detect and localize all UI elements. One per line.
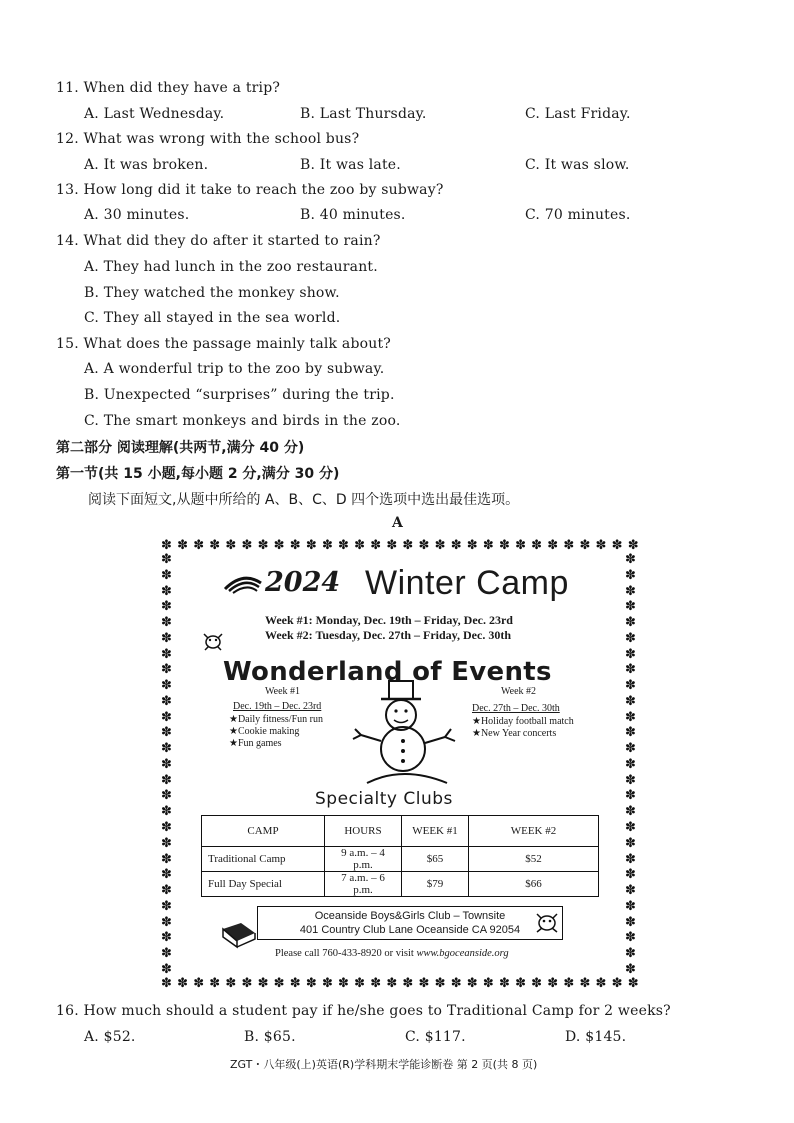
snowflake-icon: ✽: [338, 976, 349, 991]
flyer-border-top: [161, 539, 639, 553]
snowflake-icon: ✽: [273, 976, 285, 991]
contact-line: [275, 948, 509, 959]
snowflake-icon: ✽: [161, 976, 172, 991]
clubs-table: [201, 815, 599, 897]
snowflake-icon: ✽: [434, 976, 446, 991]
question-15-option-a: A. A wonderful trip to the zoo by subway.: [84, 361, 385, 377]
question-15-option-c: C. The smart monkeys and birds in the zoo.: [84, 413, 401, 429]
question-15-option-b: B. Unexpected “surprises” during the trip.: [84, 387, 395, 403]
snowflake-icon: ✽: [579, 538, 591, 553]
table-cell: 7 a.m. – 6 p.m.: [325, 872, 402, 897]
snowflake-icon: ✽: [177, 538, 188, 553]
table-header-row: [202, 816, 599, 847]
winter-camp-flyer: [161, 539, 639, 991]
events-left-item: ★Daily fitness/Fun run: [229, 714, 323, 725]
question-13-option-a: A. 30 minutes.: [84, 207, 190, 223]
snowflake-icon: ✽: [625, 914, 636, 930]
snowflake-icon: ✽: [434, 538, 446, 553]
flyer-week2-dates: Week #2: Tuesday, Dec. 27th – Friday, Dec. 30th: [265, 628, 512, 642]
flyer-border-bottom: [161, 977, 639, 991]
table-cell: 9 a.m. – 4 p.m.: [325, 847, 402, 872]
page-footer: ZGT・八年级(上)英语(R)学科期末学能诊断卷 第 2 页(共 8 页): [230, 1058, 538, 1071]
snowflake-icon: ✽: [289, 976, 301, 991]
events-right-item: ★Holiday football match: [472, 716, 574, 727]
snowflake-icon: ✽: [579, 976, 591, 991]
snowflake-icon: ✽: [241, 976, 253, 991]
table-cell: $79: [402, 872, 469, 897]
snowflake-icon: ✽: [498, 538, 510, 553]
snowflake-icon: ✽: [354, 538, 366, 553]
events-left-week: Week #1: [265, 686, 301, 697]
passage-label: A: [392, 515, 404, 531]
snowflake-icon: ✽: [625, 662, 636, 678]
snowflake-icon: ✽: [625, 678, 636, 694]
section-part-heading: 第二部分 阅读理解(共两节,满分 40 分): [56, 440, 305, 456]
question-16-stem: 16. How much should a student pay if he/she goes to Traditional Camp for 2 weeks?: [56, 1003, 671, 1019]
snowflake-icon: ✽: [625, 851, 636, 867]
snowflake-icon: ✽: [563, 538, 575, 553]
snowflake-icon: ✽: [625, 961, 636, 977]
snowflake-icon: ✽: [161, 835, 172, 851]
table-cell: Traditional Camp: [202, 847, 325, 872]
snowflake-icon: ✽: [625, 835, 636, 851]
snowflake-icon: ✽: [547, 976, 559, 991]
snowflake-icon: ✽: [161, 552, 172, 567]
events-title: Wonderland of Events: [223, 657, 552, 687]
snowflake-icon: ✽: [305, 538, 317, 553]
snowflake-icon: ✽: [370, 538, 382, 553]
snowflake-icon: ✽: [611, 976, 623, 991]
events-left-dates: Dec. 19th – Dec. 23rd: [233, 701, 322, 712]
snowflake-icon: ✽: [402, 538, 414, 553]
table-cell: Full Day Special: [202, 872, 325, 897]
snowflake-icon: ✽: [627, 538, 639, 553]
snowflake-icon: ✽: [305, 976, 317, 991]
table-header: HOURS: [325, 816, 402, 847]
table-header: WEEK #2: [469, 816, 599, 847]
snowflake-icon: ✽: [161, 898, 172, 914]
question-13-option-c: C. 70 minutes.: [525, 207, 631, 223]
flyer-border-left: [161, 553, 175, 977]
snowflake-icon: ✽: [193, 976, 205, 991]
snowflake-icon: ✽: [161, 883, 172, 899]
snowflake-icon: ✽: [161, 662, 172, 678]
snowflake-icon: ✽: [161, 930, 172, 946]
snowflake-icon: ✽: [595, 976, 607, 991]
section-sub-heading: 第一节(共 15 小题,每小题 2 分,满分 30 分): [56, 466, 340, 482]
question-11-option-b: B. Last Thursday.: [300, 106, 427, 122]
snowflake-icon: ✽: [161, 914, 172, 930]
snowflake-icon: ✽: [161, 961, 172, 977]
question-15-stem: 15. What does the passage mainly talk about?: [56, 336, 391, 352]
snowflake-icon: ✽: [625, 693, 636, 709]
critter-icon: [201, 630, 225, 652]
snowflake-icon: ✽: [257, 976, 269, 991]
snowflake-icon: ✽: [450, 538, 462, 553]
snowflake-icon: ✽: [466, 976, 478, 991]
snowflake-icon: ✽: [161, 804, 172, 820]
snowflake-icon: ✽: [321, 976, 333, 991]
snowflake-icon: ✽: [625, 552, 636, 567]
contact-phone: Please call 760-433-8920 or visit: [275, 948, 414, 959]
snowflake-icon: ✽: [625, 615, 636, 631]
snowflake-icon: ✽: [625, 867, 636, 883]
snowflake-icon: ✽: [611, 538, 623, 553]
snowflake-icon: ✽: [386, 538, 398, 553]
snowflake-icon: ✽: [498, 976, 510, 991]
clubs-title: Specialty Clubs: [315, 789, 453, 809]
snowflake-icon: ✽: [241, 538, 253, 553]
table-row: [202, 872, 599, 897]
flyer-week1-dates: Week #1: Monday, Dec. 19th – Friday, Dec. 23rd: [265, 613, 513, 627]
snowflake-icon: ✽: [515, 976, 526, 991]
snowflake-icon: ✽: [161, 820, 172, 836]
snowflake-icon: ✽: [161, 946, 172, 962]
table-row: [202, 847, 599, 872]
snowflake-icon: ✽: [450, 976, 462, 991]
snowflake-icon: ✽: [209, 976, 221, 991]
snowflake-icon: ✽: [595, 538, 607, 553]
flyer-border-right: [625, 553, 639, 977]
snowflake-icon: ✽: [515, 538, 526, 553]
snowflake-icon: ✽: [161, 538, 172, 553]
address-line-2: 401 Country Club Lane Oceanside CA 92054: [299, 924, 521, 936]
question-16-option-d: D. $145.: [565, 1029, 627, 1045]
contact-website[interactable]: www.bgoceanside.org: [416, 948, 509, 959]
snowflake-icon: ✽: [418, 538, 430, 553]
snowflake-icon: ✽: [482, 976, 494, 991]
question-11-option-c: C. Last Friday.: [525, 106, 631, 122]
snowflake-icon: ✽: [625, 646, 636, 662]
flyer-title: Winter Camp: [365, 564, 569, 602]
snowflake-icon: ✽: [547, 538, 559, 553]
question-14-option-a: A. They had lunch in the zoo restaurant.: [84, 259, 378, 275]
flyer-year: 2024: [265, 567, 341, 598]
events-left-item: ★Cookie making: [229, 726, 300, 737]
table-header: CAMP: [202, 816, 325, 847]
snowflake-icon: ✽: [625, 709, 636, 725]
snowflake-icon: ✽: [161, 567, 172, 583]
snowflake-icon: ✽: [625, 599, 636, 615]
snowflake-icon: ✽: [289, 538, 301, 553]
snowflake-icon: ✽: [161, 615, 172, 631]
question-12-option-c: C. It was slow.: [525, 157, 630, 173]
question-12-stem: 12. What was wrong with the school bus?: [56, 131, 360, 147]
snowflake-icon: ✽: [161, 851, 172, 867]
snowflake-icon: ✽: [161, 741, 172, 757]
question-16-option-a: A. $52.: [84, 1029, 136, 1045]
snowflake-icon: ✽: [625, 756, 636, 772]
snowflake-icon: ✽: [161, 867, 172, 883]
question-14-option-c: C. They all stayed in the sea world.: [84, 310, 341, 326]
snowflake-icon: ✽: [625, 741, 636, 757]
question-11-option-a: A. Last Wednesday.: [84, 106, 225, 122]
events-left-item: ★Fun games: [229, 738, 282, 749]
club-logo-icon: [223, 569, 263, 595]
snowflake-icon: ✽: [418, 976, 430, 991]
snowflake-icon: ✽: [338, 538, 349, 553]
snowflake-icon: ✽: [627, 976, 639, 991]
snowflake-icon: ✽: [225, 538, 237, 553]
snowflake-icon: ✽: [161, 583, 172, 599]
snowflake-icon: ✽: [161, 599, 172, 615]
section-instruction: 阅读下面短文,从题中所给的 A、B、C、D 四个选项中选出最佳选项。: [88, 492, 520, 508]
snowflake-icon: ✽: [563, 976, 575, 991]
snowflake-icon: ✽: [466, 538, 478, 553]
question-14-option-b: B. They watched the monkey show.: [84, 285, 340, 301]
snowflake-icon: ✽: [209, 538, 221, 553]
table-cell: $52: [469, 847, 599, 872]
snowflake-icon: ✽: [177, 976, 188, 991]
snowflake-icon: ✽: [625, 772, 636, 788]
snowflake-icon: ✽: [625, 883, 636, 899]
address-box: [257, 906, 563, 940]
snowflake-icon: ✽: [625, 583, 636, 599]
snowflake-icon: ✽: [625, 946, 636, 962]
snowflake-icon: ✽: [625, 930, 636, 946]
books-icon: [219, 919, 259, 949]
question-12-option-b: B. It was late.: [300, 157, 401, 173]
snowflake-icon: ✽: [402, 976, 414, 991]
snowflake-icon: ✽: [531, 976, 543, 991]
snowflake-icon: ✽: [625, 788, 636, 804]
snowflake-icon: ✽: [161, 709, 172, 725]
address-line-1: Oceanside Boys&Girls Club – Townsite: [314, 910, 506, 922]
snowflake-icon: ✽: [193, 538, 205, 553]
snowflake-icon: ✽: [161, 756, 172, 772]
snowflake-icon: ✽: [625, 630, 636, 646]
snowflake-icon: ✽: [625, 725, 636, 741]
snowflake-icon: ✽: [161, 630, 172, 646]
question-16-option-c: C. $117.: [405, 1029, 466, 1045]
snowflake-icon: ✽: [161, 693, 172, 709]
snowflake-icon: ✽: [161, 772, 172, 788]
snowflake-icon: ✽: [225, 976, 237, 991]
snowflake-icon: ✽: [161, 678, 172, 694]
question-11-stem: 11. When did they have a trip?: [56, 80, 281, 96]
snowflake-icon: ✽: [370, 976, 382, 991]
events-right-week: Week #2: [501, 686, 537, 697]
critter-icon: [533, 909, 561, 935]
table-cell: $65: [402, 847, 469, 872]
snowflake-icon: ✽: [273, 538, 285, 553]
snowflake-icon: ✽: [161, 788, 172, 804]
snowflake-icon: ✽: [625, 820, 636, 836]
snowflake-icon: ✽: [625, 804, 636, 820]
table-cell: $66: [469, 872, 599, 897]
snowflake-icon: ✽: [386, 976, 398, 991]
snowflake-icon: ✽: [482, 538, 494, 553]
snowflake-icon: ✽: [321, 538, 333, 553]
snowman-icon: [347, 679, 467, 789]
snowflake-icon: ✽: [257, 538, 269, 553]
snowflake-icon: ✽: [625, 898, 636, 914]
events-right-dates: Dec. 27th – Dec. 30th: [472, 703, 560, 714]
snowflake-icon: ✽: [625, 567, 636, 583]
question-13-stem: 13. How long did it take to reach the zoo by subway?: [56, 182, 444, 198]
question-13-option-b: B. 40 minutes.: [300, 207, 406, 223]
snowflake-icon: ✽: [161, 646, 172, 662]
snowflake-icon: ✽: [531, 538, 543, 553]
question-16-option-b: B. $65.: [244, 1029, 296, 1045]
snowflake-icon: ✽: [354, 976, 366, 991]
question-14-stem: 14. What did they do after it started to rain?: [56, 233, 381, 249]
question-12-option-a: A. It was broken.: [84, 157, 209, 173]
events-right-item: ★New Year concerts: [472, 728, 557, 739]
snowflake-icon: ✽: [161, 725, 172, 741]
table-header: WEEK #1: [402, 816, 469, 847]
